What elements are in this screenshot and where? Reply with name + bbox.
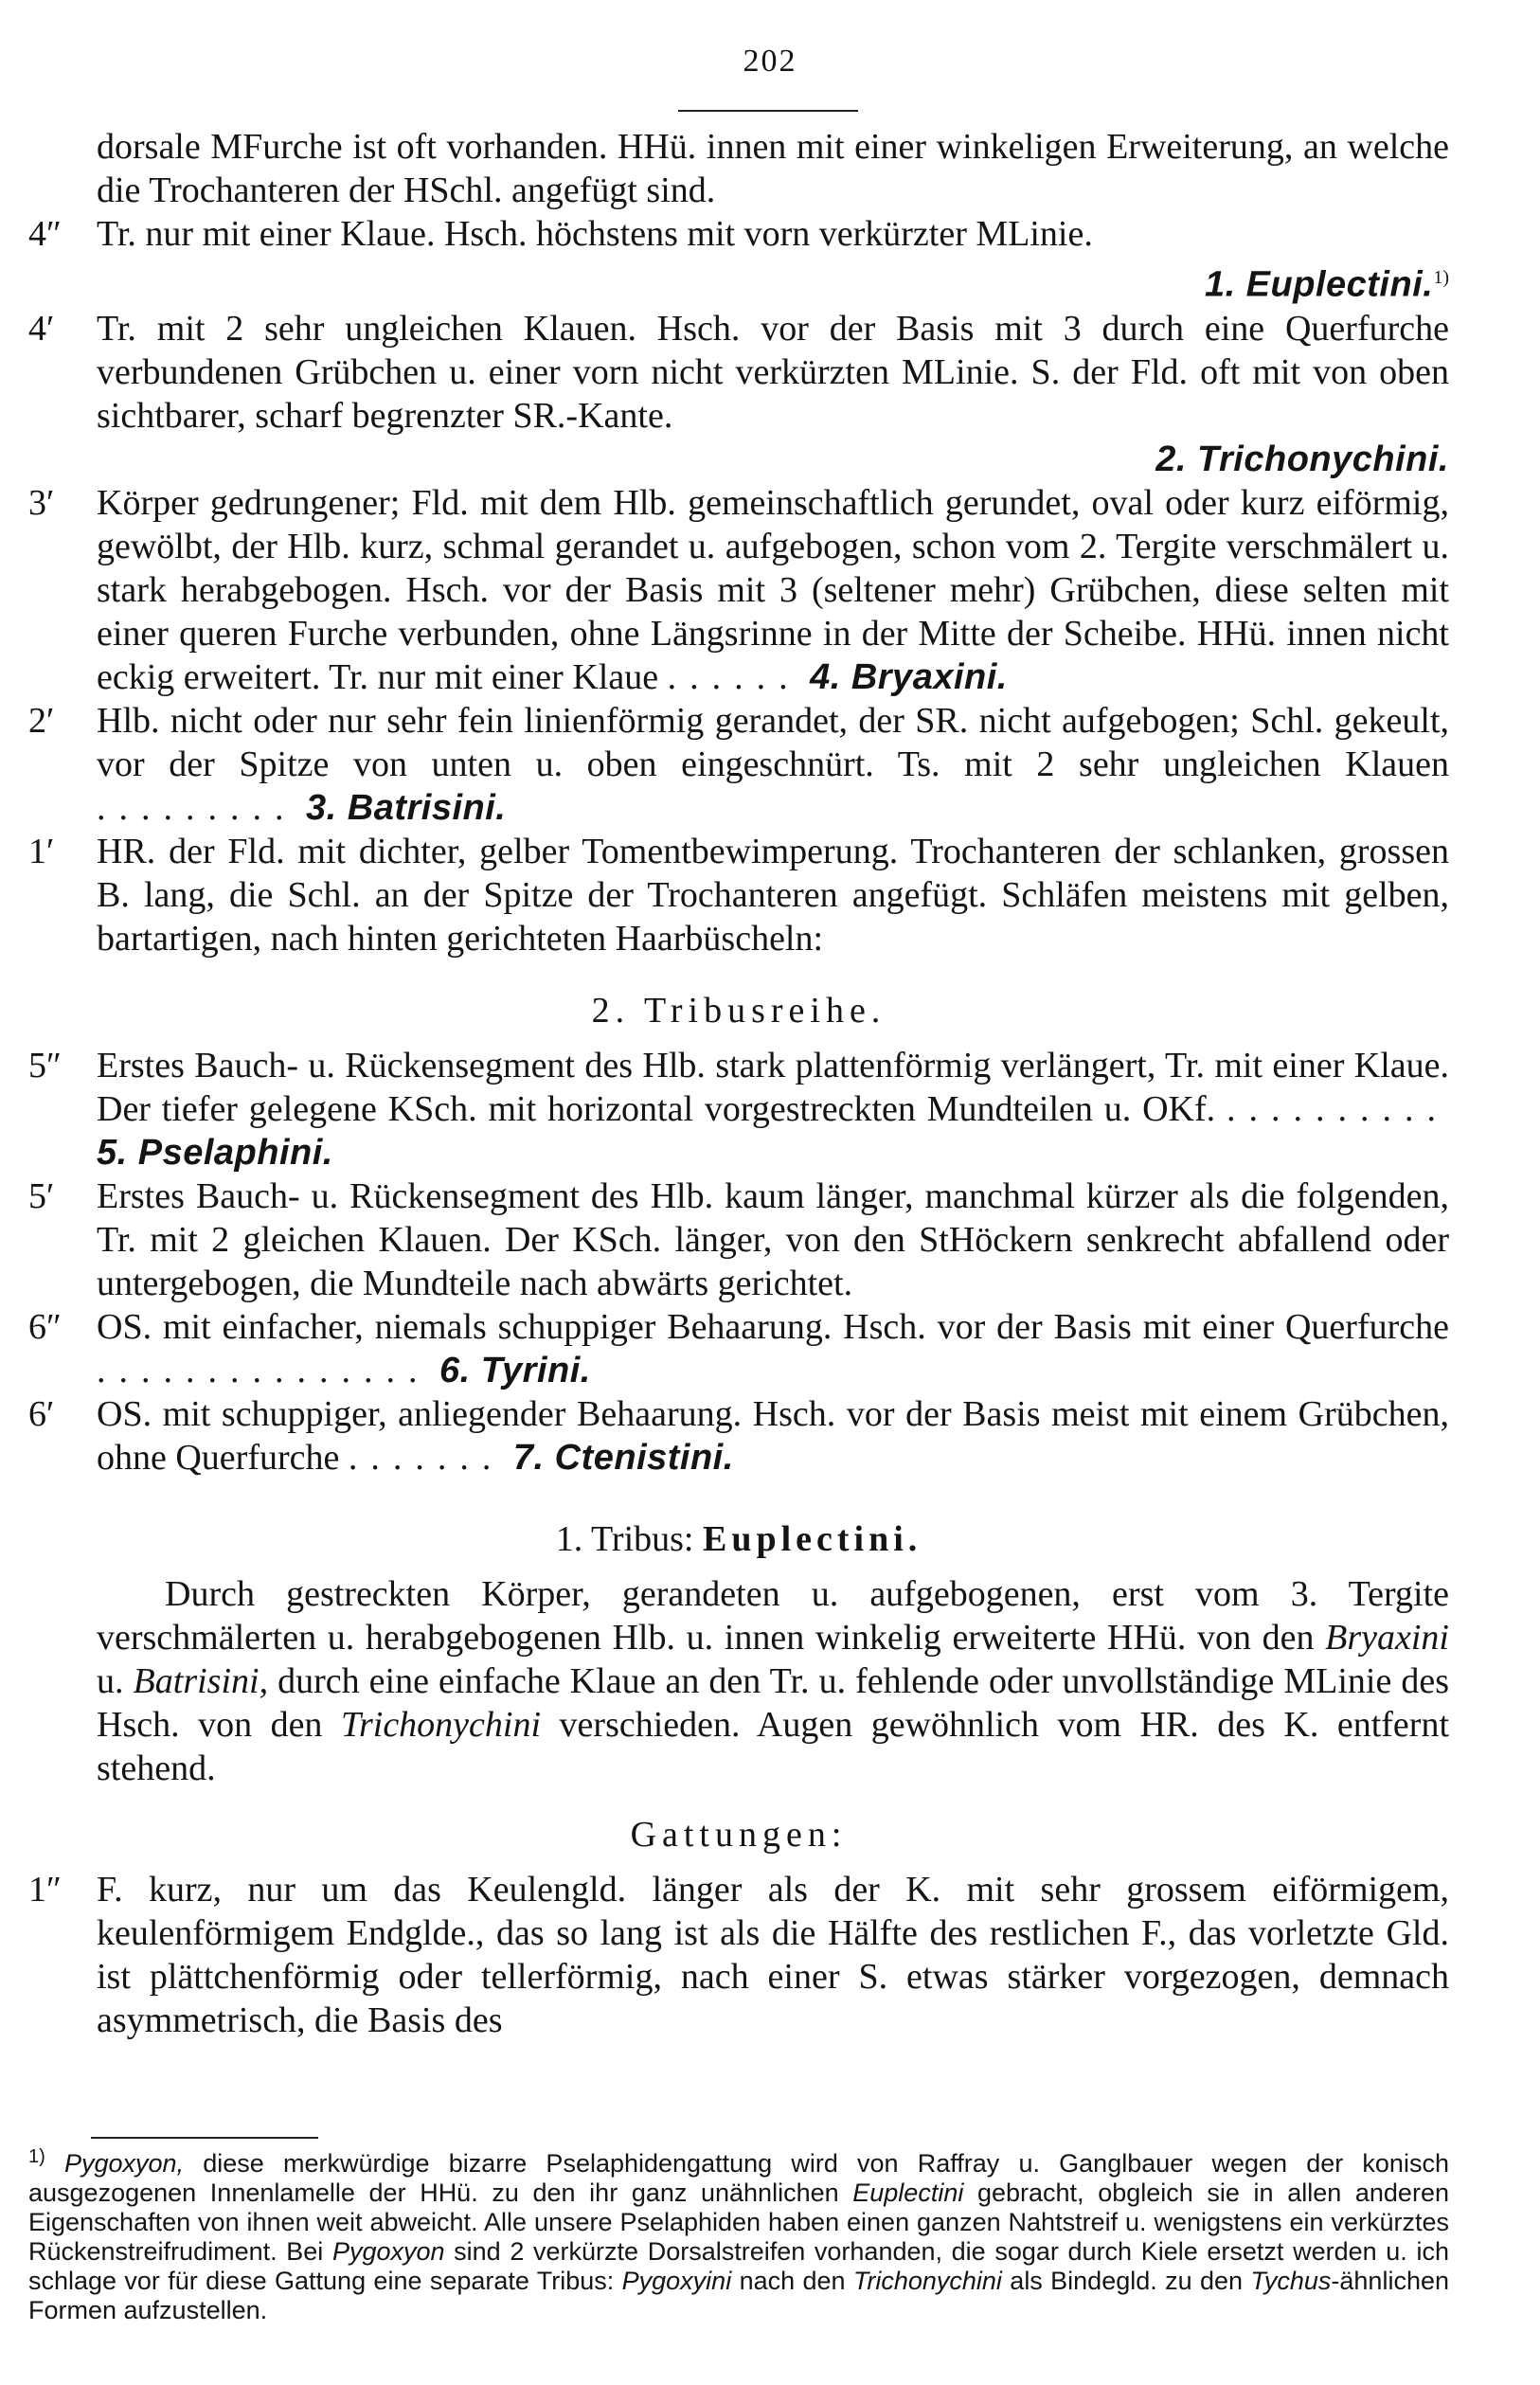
- key-text: Erstes Bauch- u. Rückensegment des Hlb. kaum länger, manchmal kürzer als die folgenden, Tr. mit 2 gleichen Klauen. Der KSch. länger, von den StHöckern senkrecht abfallend oder untergebogen, die Mundteile nach abwärts gerichtet.: [97, 1175, 1449, 1303]
- key-result: 6. Tyrini.: [439, 1350, 591, 1390]
- key-entry: [28, 1392, 1449, 1479]
- leader-dots: .......: [348, 1437, 505, 1478]
- key-entry: [28, 1044, 1449, 1175]
- tribus-heading-prefix: 1. Tribus:: [555, 1518, 694, 1559]
- key-entry: [28, 481, 1449, 699]
- key-result: 1. Euplectini.: [1204, 264, 1434, 305]
- section-heading-tribus: [28, 1517, 1449, 1561]
- section-heading-tribusreihe: 2. Tribusreihe.: [591, 990, 886, 1031]
- key-continuation: dorsale MFurche ist oft vorhanden. HHü. innen mit einer winkeligen Erweiterung, an welche die Trochanteren der HSchl. angefügt sind.: [97, 127, 1449, 210]
- key-text: HR. der Fld. mit dichter, gelber Tomentbewimperung. Trochanteren der schlanken, grossen B. lang, die Schl. an der Spitze der Trochanteren angefügt. Schläfen meistens mit gelben, bartartigen, nach hinten gerichteten Haarbüscheln:: [97, 831, 1449, 959]
- key-number: 5″: [28, 1045, 62, 1085]
- page-number-rule: [678, 110, 858, 112]
- key-text: Hlb. nicht oder nur sehr fein linienförmig gerandet, der SR. nicht aufgebogen; Schl. gekeult, vor der Spitze von unten u. oben eingeschnürt. Ts. mit 2 sehr ungleichen Klauen: [97, 700, 1449, 784]
- key-number: 6″: [28, 1306, 62, 1347]
- key-number: 2′: [28, 700, 55, 741]
- key-number: 3′: [28, 482, 55, 523]
- key-entry: [28, 699, 1449, 830]
- key-result: 7. Ctenistini.: [512, 1437, 734, 1478]
- key-text: F. kurz, nur um das Keulengld. länger als der K. mit sehr grossem eiförmigem, keulenförmigem Endglde., das so lang ist als die Hälfte des restlichen F., das vorletzte Gld. ist plättchenförmig oder tellerförmig, nach einer S. etwas stärker vorgezogen, demnach asymmetrisch, die Basis des: [97, 1869, 1449, 2040]
- leader-dots: .........: [97, 787, 297, 828]
- leader-dots: ......: [667, 656, 801, 697]
- key-entry: [28, 307, 1449, 481]
- tribus-heading-name: Euplectini.: [702, 1518, 922, 1559]
- key-number: 4′: [28, 308, 55, 349]
- key-text: Tr. nur mit einer Klaue. Hsch. höchstens mit vorn verkürzter MLinie.: [97, 214, 1093, 254]
- footnote-rule: [91, 2137, 318, 2139]
- tribus-description: Durch gestreckten Körper, gerandeten u. aufgebogenen, erst vom 3. Tergite verschmälerten u. herabgebogenen Hlb. u. innen winkelig erweiterte HHü. von den Bryaxini u. Batrisini, durch eine einfache Klaue an den Tr. u. fehlende oder unvollständige MLinie des Hsch. von den Trichonychini verschieden. Augen gewöhnlich vom HR. des K. entfernt stehend.: [97, 1573, 1450, 1788]
- key-number: 4″: [28, 214, 62, 254]
- leader-dots: ...............: [97, 1350, 431, 1390]
- key-entry: [28, 830, 1449, 960]
- key-number: 1′: [28, 831, 55, 871]
- key-text: Tr. mit 2 sehr ungleichen Klauen. Hsch. vor der Basis mit 3 durch eine Querfurche verbundenen Grübchen u. einer vorn nicht verkürzten MLinie. S. der Fld. oft mit von oben sichtbarer, scharf begrenzter SR.-Kante.: [97, 308, 1449, 436]
- key-entry: [28, 1868, 1449, 2042]
- key-body: [28, 125, 1449, 2042]
- key-text: OS. mit einfacher, niemals schuppiger Behaarung. Hsch. vor der Basis mit einer Querfurche: [97, 1306, 1449, 1347]
- footnote: $^{1)}$ Pygoxyon, diese merkwürdige bizarre Pselaphidengattung wird von Raffray u. Ganglbauer wegen der konisch ausgezogenen Innenlamelle der HHü. zu den ihr ganz unähnlichen Euplectini gebracht, obgleich sie in allen anderen Eigenschaften von ihnen weit abweicht. Alle unsere Pselaphiden haben einen ganzen Nahtstreif u. wenigstens ein verkürztes Rückenstreifrudiment. Bei Pygoxyon sind 2 verkürzte Dorsalstreifen vorhanden, die sogar durch Kiele ersetzt werden u. ich schlage vor für diese Gattung eine separate Tribus: Pygoxyini nach den Trichonychini als Bindegld. zu den Tychus-ähnlichen Formen aufzustellen.: [28, 2146, 1449, 2324]
- leader-dots: ..........: [1227, 1088, 1450, 1129]
- key-text: Körper gedrungener; Fld. mit dem Hlb. gemeinschaftlich gerundet, oval oder kurz eiförmig, gewölbt, der Hlb. kurz, schmal gerandet u. aufgebogen, schon vom 2. Tergite verschmälert u. stark herabgebogen. Hsch. vor der Basis mit 3 (seltener mehr) Grübchen, diese selten mit einer queren Furche verbunden, ohne Längsrinne in der Mitte der Scheibe. HHü. innen nicht eckig erweitert. Tr. nur mit einer Klaue: [97, 482, 1449, 697]
- section-heading-gattungen: Gattungen:: [630, 1814, 848, 1855]
- key-entry: [28, 212, 1449, 307]
- key-number: 1″: [28, 1869, 62, 1910]
- key-number: 5′: [28, 1175, 55, 1216]
- key-result: 3. Batrisini.: [306, 787, 507, 828]
- key-number: 6′: [28, 1393, 55, 1434]
- page-number: 202: [743, 44, 797, 79]
- key-text: Erstes Bauch- u. Rückensegment des Hlb. stark plattenförmig verlängert, Tr. mit einer Klaue. Der tiefer gelegene KSch. mit horizontal vorgestreckten Mundteilen u. OKf.: [97, 1045, 1449, 1129]
- key-entry: [28, 1175, 1449, 1305]
- key-result: 4. Bryaxini.: [810, 656, 1008, 697]
- key-result: 5. Pselaphini.: [97, 1132, 333, 1173]
- key-entry: [28, 1305, 1449, 1392]
- key-text: OS. mit schuppiger, anliegender Behaarung. Hsch. vor der Basis meist mit einem Grübchen, ohne Querfurche: [97, 1393, 1449, 1478]
- key-result: 2. Trichonychini.: [1155, 439, 1449, 479]
- footnote-ref: 1): [1433, 267, 1449, 288]
